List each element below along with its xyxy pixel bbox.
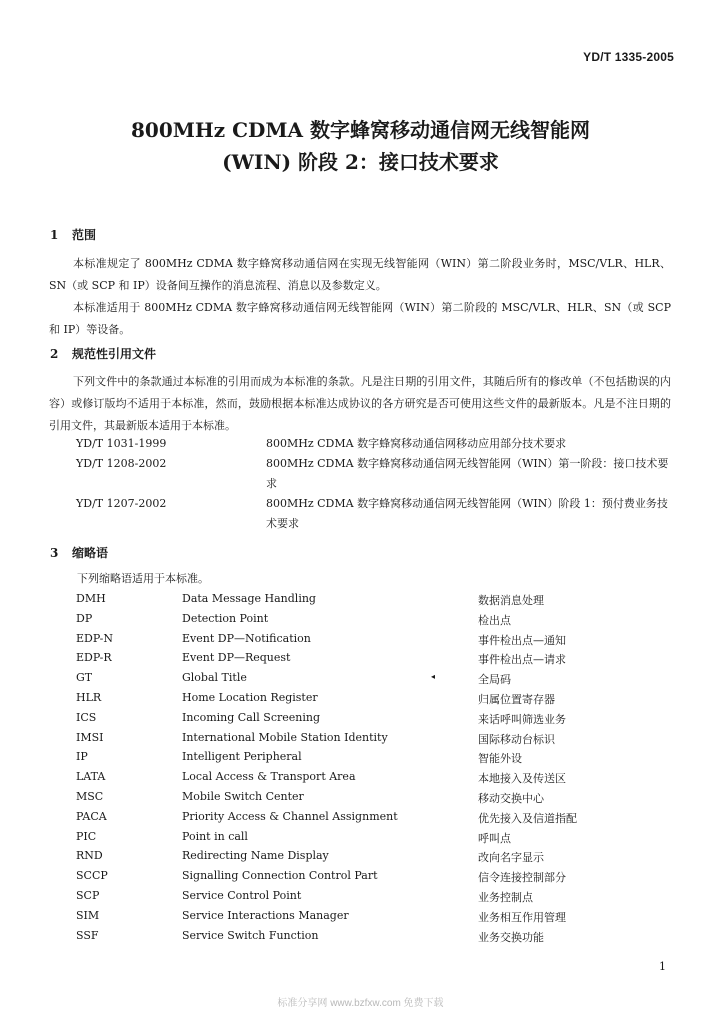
abbreviation-row [76, 610, 676, 630]
abbreviation: IP [76, 750, 88, 764]
abbreviation-row [76, 867, 676, 887]
abbreviation-row [76, 729, 676, 749]
standard-code: YD/T 1335-2005 [583, 50, 674, 64]
reference-code: YD/T 1208-2002 [76, 457, 167, 470]
abbreviation: SCCP [76, 869, 108, 883]
english-term: Redirecting Name Display [182, 849, 329, 863]
abbreviation: PACA [76, 809, 107, 823]
chinese-term: 业务相互作用管理 [478, 910, 566, 924]
abbreviation-row [76, 649, 676, 669]
reference-title: 800MHz CDMA 数字蜂窝移动通信网移动应用部分技术要求 [266, 437, 567, 450]
chinese-term: 智能外设 [478, 752, 522, 766]
abbreviation-row [76, 709, 676, 729]
section-number: 2 [50, 347, 59, 361]
reference-title: 800MHz CDMA 数字蜂窝移动通信网无线智能网（WIN）阶段 1：预付费业务技术要求 [266, 497, 668, 530]
abbreviation: ICS [76, 710, 97, 724]
abbreviation-row [76, 768, 676, 788]
english-term: Home Location Register [182, 690, 318, 704]
english-term: Mobile Switch Center [182, 789, 304, 803]
abbreviation-row [76, 808, 676, 828]
scope-paragraph-2: 本标准适用于 800MHz CDMA 数字蜂窝移动通信网无线智能网（WIN）第二阶段的 MSC/VLR、HLR、SN（或 SCP 和 IP）等设备。 [49, 301, 671, 336]
chinese-term: 业务控制点 [478, 890, 533, 904]
document-title-line-2: (WIN) 阶段 2：接口技术要求 [222, 150, 499, 174]
abbreviation-row [76, 748, 676, 768]
chinese-term: 来话呼叫筛选业务 [478, 712, 566, 726]
abbreviation: DP [76, 611, 93, 625]
section-heading-scope [50, 226, 96, 243]
abbreviation: EDP-N [76, 631, 113, 645]
abbreviation: SSF [76, 928, 99, 942]
abbreviation: SCP [76, 888, 100, 902]
section-title: 范围 [72, 228, 97, 242]
abbreviation-row [76, 788, 676, 808]
section-heading-abbreviations [50, 544, 108, 561]
abbreviation-row [76, 669, 676, 689]
abbreviation: MSC [76, 789, 104, 803]
chinese-term: 全局码 [478, 673, 511, 687]
abbreviation-row [76, 828, 676, 848]
chinese-term: 事件检出点—通知 [478, 633, 566, 647]
stray-mark: ◂ [431, 672, 436, 681]
chinese-term: 业务交换功能 [478, 930, 544, 944]
reference-code: YD/T 1207-2002 [76, 497, 167, 510]
english-term: Global Title [182, 671, 247, 685]
document-title-line-1: 800MHz CDMA 数字蜂窝移动通信网无线智能网 [131, 118, 590, 142]
english-term: Service Switch Function [182, 928, 319, 942]
abbreviation-row [76, 689, 676, 709]
english-term: Service Control Point [182, 888, 302, 902]
chinese-term: 改向名字显示 [478, 851, 544, 865]
abbreviation: HLR [76, 690, 102, 704]
abbreviation: GT [76, 671, 93, 685]
english-term: Event DP—Request [182, 651, 291, 665]
abbreviation-row [76, 907, 676, 927]
abbreviation-row [76, 887, 676, 907]
section-title: 规范性引用文件 [72, 347, 157, 361]
page-number: 1 [659, 960, 666, 973]
section-heading-references [50, 345, 156, 362]
english-term: Intelligent Peripheral [182, 750, 302, 764]
chinese-term: 检出点 [478, 613, 511, 627]
abbreviation: SIM [76, 908, 100, 922]
chinese-term: 优先接入及信道指配 [478, 811, 577, 825]
chinese-term: 事件检出点—请求 [478, 653, 566, 667]
section-number: 1 [50, 228, 59, 242]
watermark: 标准分享网 www.bzfxw.com 免费下载 [277, 998, 444, 1009]
chinese-term: 国际移动台标识 [478, 732, 555, 746]
chinese-term: 本地接入及传送区 [478, 772, 566, 786]
abbreviations-intro: 下列缩略语适用于本标准。 [77, 572, 209, 585]
english-term: Detection Point [182, 611, 269, 625]
abbreviation: EDP-R [76, 651, 112, 665]
abbreviation: IMSI [76, 730, 104, 744]
abbreviation-row [76, 847, 676, 867]
references-intro: 下列文件中的条款通过本标准的引用而成为本标准的条款。凡是注日期的引用文件，其随后所有的修改单（不包括勘误的内容）或修订版均不适用于本标准，然而，鼓励根据本标准达成协议的各方研究是否可使用这些文件的最新版本。凡是不注日期的引用文件，其最新版本适用于本标准。 [49, 375, 671, 432]
abbreviation: PIC [76, 829, 97, 843]
abbreviation: DMH [76, 592, 106, 605]
english-term: Event DP—Notification [182, 631, 311, 645]
english-term: Point in call [182, 829, 248, 843]
reference-code: YD/T 1031-1999 [76, 437, 167, 450]
abbreviation-list [76, 590, 676, 946]
english-term: Service Interactions Manager [182, 908, 349, 922]
abbreviation-row [76, 630, 676, 650]
chinese-term: 移动交换中心 [478, 791, 544, 805]
reference-title: 800MHz CDMA 数字蜂窝移动通信网无线智能网（WIN）第一阶段：接口技术要求 [266, 457, 669, 490]
abbreviation: RND [76, 849, 103, 863]
scope-paragraph-1: 本标准规定了 800MHz CDMA 数字蜂窝移动通信网在实现无线智能网（WIN）第二阶段业务时，MSC/VLR、HLR、SN（或 SCP 和 IP）设备间互操作的消息流程、消息以及参数定义。 [49, 257, 671, 292]
chinese-term: 数据消息处理 [478, 594, 544, 607]
chinese-term: 信令连接控制部分 [478, 871, 566, 885]
chinese-term: 归属位置寄存器 [478, 692, 555, 706]
english-term: Incoming Call Screening [182, 710, 320, 724]
english-term: Local Access & Transport Area [182, 770, 356, 784]
abbreviation-row [76, 590, 676, 610]
english-term: International Mobile Station Identity [182, 730, 388, 744]
chinese-term: 呼叫点 [478, 831, 511, 845]
english-term: Signalling Connection Control Part [182, 869, 378, 883]
english-term: Data Message Handling [182, 592, 316, 605]
english-term: Priority Access & Channel Assignment [182, 809, 398, 823]
abbreviation: LATA [76, 770, 106, 784]
section-title: 缩略语 [72, 546, 109, 560]
section-number: 3 [50, 546, 59, 560]
abbreviation-row [76, 927, 676, 947]
